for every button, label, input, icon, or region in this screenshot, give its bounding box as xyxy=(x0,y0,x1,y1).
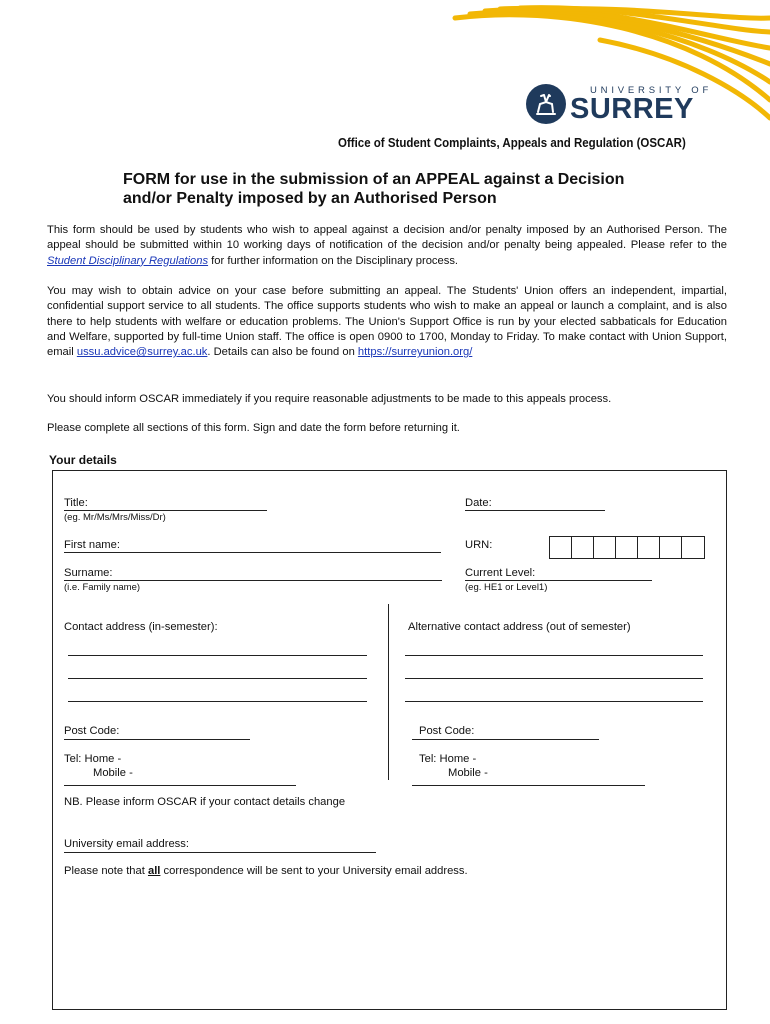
alt-tel-home-label: Tel: Home - xyxy=(419,753,477,765)
surname-field[interactable] xyxy=(64,580,442,581)
intro-paragraph-4: Please complete all sections of this form. Sign and date the form before returning it. xyxy=(47,422,460,434)
surname-label: Surname: xyxy=(64,567,113,579)
alt-contact-address-label: Alternative contact address (out of semester) xyxy=(408,621,631,633)
alt-postcode-label: Post Code: xyxy=(419,725,475,737)
note-emphasis: all xyxy=(147,865,161,877)
your-details-heading: Your details xyxy=(49,453,117,467)
intro-paragraph-3: You should inform OSCAR immediately if you require reasonable adjustments to be made to this appeals process. xyxy=(47,393,612,405)
university-email-field[interactable] xyxy=(64,852,376,853)
alt-tel-mobile-label: Mobile - xyxy=(448,767,488,779)
column-divider xyxy=(388,604,389,780)
university-logo xyxy=(526,84,713,125)
intro-paragraph-1 xyxy=(47,223,727,269)
contact-change-note: NB. Please inform OSCAR if your contact details change xyxy=(64,796,346,808)
union-email-link[interactable]: ussu.advice@surrey.ac.uk xyxy=(76,346,208,359)
stag-emblem-icon xyxy=(526,84,566,124)
contact-address-line[interactable] xyxy=(68,678,367,679)
tel-field[interactable] xyxy=(64,785,296,786)
first-name-field[interactable] xyxy=(64,552,441,553)
contact-address-line[interactable] xyxy=(68,655,367,656)
current-level-field[interactable] xyxy=(465,580,652,581)
urn-box[interactable] xyxy=(572,537,594,558)
alt-contact-address-line[interactable] xyxy=(405,655,703,656)
intro-p1-text: This form should be used by students who wish to appeal against a decision and/or penalty imposed by an Authorised Person. The appeal should be submitted within 10 working days of notification of the decision and/or penalty being appealed. Please refer to the xyxy=(47,224,727,252)
surname-hint: (i.e. Family name) xyxy=(64,582,141,593)
title-line-1: FORM for use in the submission of an APPEAL against a Decision xyxy=(123,171,625,188)
surrey-union-link[interactable]: https://surreyunion.org/ xyxy=(357,346,473,359)
urn-box[interactable] xyxy=(682,537,704,558)
intro-p2-text: You may wish to obtain advice on your case before submitting an appeal. The Students' Union offers an independent, impartial, confidential support service to all students. The office supports students who wish to make an appeal or launch a complaint, and is also there to help students with welfare or education problems. The Union's Support Office is run by your elected sabbaticals for Education and Welfare, supported by full-time Union staff. The office is open 0900 to 1700, Monday to Friday. To make contact with Union Support, email xyxy=(47,285,727,359)
alt-contact-address-line[interactable] xyxy=(405,701,703,702)
tel-mobile-label: Mobile - xyxy=(93,767,133,779)
title-label: Title: xyxy=(64,497,88,509)
contact-address-line[interactable] xyxy=(68,701,367,702)
postcode-field[interactable] xyxy=(64,739,250,740)
intro-p2-text-mid: . Details can also be found on xyxy=(207,346,358,359)
urn-box[interactable] xyxy=(616,537,638,558)
alt-postcode-field[interactable] xyxy=(412,739,599,740)
postcode-label: Post Code: xyxy=(64,725,120,737)
urn-box[interactable] xyxy=(638,537,660,558)
university-email-label: University email address: xyxy=(64,838,189,850)
logo-university-of: UNIVERSITY OF xyxy=(590,85,713,96)
note-text-end: correspondence will be sent to your University email address. xyxy=(160,865,468,877)
title-line-2: and/or Penalty imposed by an Authorised Person xyxy=(123,190,497,207)
correspondence-note xyxy=(64,865,468,877)
urn-boxes[interactable] xyxy=(549,536,705,559)
intro-paragraph-2 xyxy=(47,284,727,360)
current-level-hint: (eg. HE1 or Level1) xyxy=(465,582,548,593)
first-name-label: First name: xyxy=(64,539,120,551)
alt-contact-address-line[interactable] xyxy=(405,678,703,679)
page-title xyxy=(123,170,723,208)
office-name: Office of Student Complaints, Appeals and Regulation (OSCAR) xyxy=(338,136,686,150)
title-hint: (eg. Mr/Ms/Mrs/Miss/Dr) xyxy=(64,512,166,523)
intro-p1-text-end: for further information on the Disciplinary process. xyxy=(208,254,459,267)
logo-surrey: SURREY xyxy=(570,93,694,125)
urn-box[interactable] xyxy=(550,537,572,558)
disciplinary-regulations-link[interactable]: Student Disciplinary Regulations xyxy=(47,254,209,267)
date-field[interactable] xyxy=(465,510,605,511)
urn-label: URN: xyxy=(465,539,493,551)
urn-box[interactable] xyxy=(660,537,682,558)
tel-home-label: Tel: Home - xyxy=(64,753,122,765)
urn-box[interactable] xyxy=(594,537,616,558)
date-label: Date: xyxy=(465,497,492,509)
contact-address-label: Contact address (in-semester): xyxy=(64,621,218,633)
title-field[interactable] xyxy=(64,510,267,511)
alt-tel-field[interactable] xyxy=(412,785,645,786)
note-text: Please note that xyxy=(64,865,148,877)
current-level-label: Current Level: xyxy=(465,567,536,579)
